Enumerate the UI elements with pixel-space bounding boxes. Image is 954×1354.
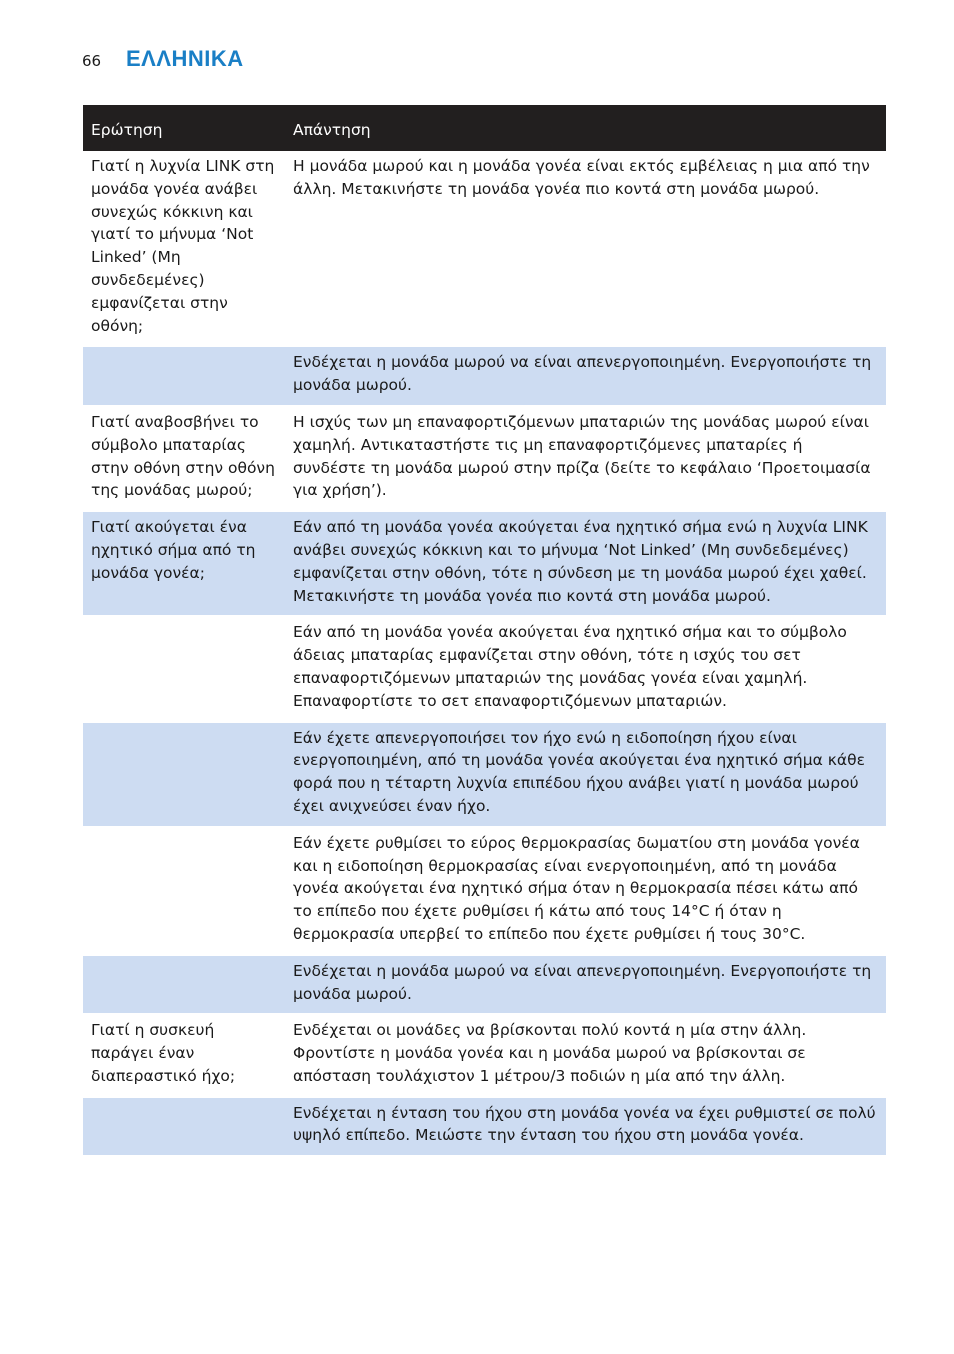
table-row: [83, 511, 886, 616]
language-title: ΕΛΛΗΝΙΚΑ: [126, 46, 244, 71]
table-header-row: [83, 105, 886, 151]
troubleshooting-table: [83, 105, 886, 1157]
question-cell: [83, 827, 285, 955]
answer-cell: Η μονάδα μωρού και η μονάδα γονέα είναι εκτός εμβέλειας η μια από την άλλη. Μετακινήστε τη μονάδα γονέα πιο κοντά στη μονάδα μωρού.: [285, 151, 886, 346]
answer-cell: Η ισχύς των μη επαναφορτιζόμενων μπαταριών της μονάδας μωρού είναι χαμηλή. Αντικαταστήστε τις μη επαναφορτιζόμενες μπαταρίες ή συνδέστε τη μονάδα μωρού στην πρίζα (δείτε το κεφάλαιο ‘Προετοιμασία για χρήση’).: [285, 406, 886, 511]
question-cell: Γιατί ακούγεται ένα ηχητικό σήμα από τη μονάδα γονέα;: [83, 511, 285, 616]
question-cell: [83, 346, 285, 406]
question-cell: [83, 722, 285, 827]
question-cell: [83, 1097, 285, 1157]
column-header-question: Ερώτηση: [83, 105, 285, 151]
column-header-answer: Απάντηση: [285, 105, 886, 151]
table-row: [83, 406, 886, 511]
table-row: [83, 151, 886, 346]
table-row: [83, 955, 886, 1015]
answer-cell: Ενδέχεται η μονάδα μωρού να είναι απενεργοποιημένη. Ενεργοποιήστε τη μονάδα μωρού.: [285, 955, 886, 1015]
table-row: [83, 827, 886, 955]
page-number: 66: [82, 52, 102, 70]
table-row: [83, 1097, 886, 1157]
question-cell: Γιατί αναβοσβήνει το σύμβολο μπαταρίας στην οθόνη στην οθόνη της μονάδας μωρού;: [83, 406, 285, 511]
answer-cell: Εάν έχετε απενεργοποιήσει τον ήχο ενώ η ειδοποίηση ήχου είναι ενεργοποιημένη, από τη μονάδα γονέα ακούγεται ένα ηχητικό σήμα κάθε φορά που η τέταρτη λυχνία επιπέδου ήχου ανάβει γιατί η μονάδα μωρού έχει ανιχνεύσει έναν ήχο.: [285, 722, 886, 827]
question-cell: Γιατί η λυχνία LINK στη μονάδα γονέα ανάβει συνεχώς κόκκινη και γιατί το μήνυμα ‘Not Linked’ (Μη συνδεδεμένες) εμφανίζεται στην οθόνη;: [83, 151, 285, 346]
table-row: [83, 346, 886, 406]
answer-cell: Ενδέχεται η ένταση του ήχου στη μονάδα γονέα να έχει ρυθμιστεί σε πολύ υψηλό επίπεδο. Μειώστε την ένταση του ήχου στη μονάδα γονέα.: [285, 1097, 886, 1157]
answer-cell: Εάν από τη μονάδα γονέα ακούγεται ένα ηχητικό σήμα ενώ η λυχνία LINK ανάβει συνεχώς κόκκινη και το μήνυμα ‘Not Linked’ (Μη συνδεδεμένες) εμφανίζεται στην οθόνη, τότε η σύνδεση με τη μονάδα μωρού έχει χαθεί. Μετακινήστε τη μονάδα γονέα πιο κοντά στη μονάδα μωρού.: [285, 511, 886, 616]
answer-cell: Εάν έχετε ρυθμίσει το εύρος θερμοκρασίας δωματίου στη μονάδα γονέα και η ειδοποίηση θερμοκρασίας είναι ενεργοποιημένη, από τη μονάδα γονέα ακούγεται ένα ηχητικό σήμα όταν η θερμοκρασία πέσει κάτω από το επίπεδο που έχετε ρυθμίσει ή κάτω από τους 14°C ή όταν η θερμοκρασία υπερβεί το επίπεδο που έχετε ρυθμίσει ή τους 30°C.: [285, 827, 886, 955]
answer-cell: Ενδέχεται η μονάδα μωρού να είναι απενεργοποιημένη. Ενεργοποιήστε τη μονάδα μωρού.: [285, 346, 886, 406]
question-cell: [83, 616, 285, 721]
question-cell: Γιατί η συσκευή παράγει έναν διαπεραστικό ήχο;: [83, 1014, 285, 1096]
answer-cell: Εάν από τη μονάδα γονέα ακούγεται ένα ηχητικό σήμα και το σύμβολο άδειας μπαταρίας εμφανίζεται στην οθόνη, τότε η ισχύς του σετ επαναφορτιζόμενων μπαταριών της μονάδας γονέα είναι χαμηλή. Επαναφορτίστε το σετ επαναφορτιζόμενων μπαταριών.: [285, 616, 886, 721]
table-row: [83, 616, 886, 721]
page-header: [82, 46, 244, 72]
answer-cell: Ενδέχεται οι μονάδες να βρίσκονται πολύ κοντά η μία στην άλλη. Φροντίστε η μονάδα γονέα και η μονάδα μωρού να βρίσκονται σε απόσταση τουλάχιστον 1 μέτρου/3 ποδιών η μία από την άλλη.: [285, 1014, 886, 1096]
question-cell: [83, 955, 285, 1015]
table-row: [83, 1014, 886, 1096]
table-row: [83, 722, 886, 827]
